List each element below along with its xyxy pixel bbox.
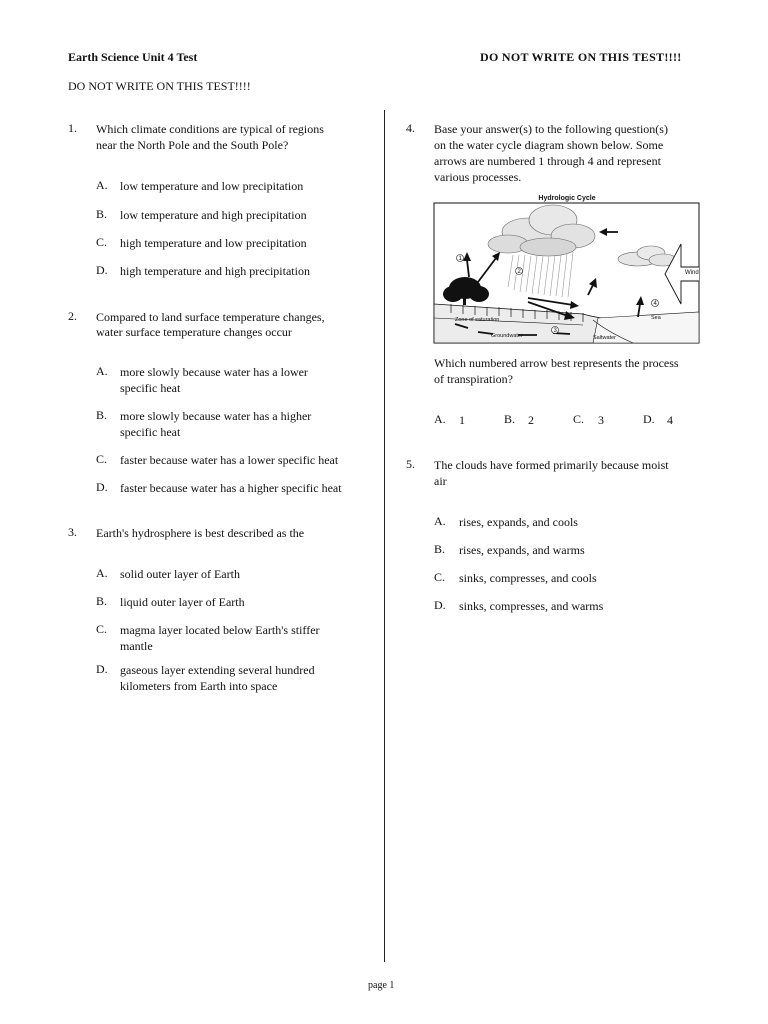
choice-letter: D. (643, 412, 655, 426)
question-text: near the North Pole and the South Pole? (96, 138, 289, 152)
answer-choice: 2 (528, 413, 534, 427)
question-number: 3. (68, 525, 77, 539)
choice-letter: B. (434, 542, 446, 556)
svg-text:4: 4 (653, 301, 657, 307)
answer-choice: sinks, compresses, and cools (459, 571, 597, 585)
choice-letter: D. (96, 662, 108, 676)
zone-of-saturation-label: Zone of saturation (455, 317, 500, 323)
choice-letter: B. (504, 412, 516, 426)
question-text: various processes. (434, 170, 522, 184)
choice-letter: A. (96, 364, 108, 378)
choice-letter: B. (96, 207, 108, 221)
question-number: 2. (68, 309, 77, 323)
choice-letter: C. (434, 570, 446, 584)
choice-letter: D. (434, 598, 446, 612)
question-text: of transpiration? (434, 372, 513, 386)
answer-choice: gaseous layer extending several hundred (120, 663, 315, 677)
column-divider (384, 110, 385, 962)
question-text: Which climate conditions are typical of regions (96, 122, 324, 136)
answer-choice: faster because water has a higher specific heat (120, 481, 342, 495)
answer-choice: magma layer located below Earth's stiffer (120, 623, 320, 637)
question-text: arrows are numbered 1 through 4 and represent (434, 154, 661, 168)
question-text: air (434, 474, 447, 488)
header-warning: DO NOT WRITE ON THIS TEST!!!! (480, 50, 682, 64)
answer-choice: mantle (120, 639, 153, 653)
answer-choice: 4 (667, 413, 673, 427)
svg-text:2: 2 (517, 269, 521, 275)
groundwater-label: Groundwater (491, 333, 523, 339)
answer-choice: sinks, compresses, and warms (459, 599, 604, 613)
answer-choice: liquid outer layer of Earth (120, 595, 245, 609)
choice-letter: C. (96, 452, 108, 466)
choice-letter: C. (96, 235, 108, 249)
top-warning: DO NOT WRITE ON THIS TEST!!!! (68, 79, 251, 93)
wind-label: Wind (685, 270, 699, 276)
choice-letter: A. (434, 514, 446, 528)
choice-letter: B. (96, 594, 108, 608)
question-number: 5. (406, 457, 415, 471)
answer-choice: specific heat (120, 381, 181, 395)
question-text: Which numbered arrow best represents the process (434, 356, 679, 370)
answer-choice: faster because water has a lower specific heat (120, 453, 339, 467)
choice-letter: C. (96, 622, 108, 636)
choice-letter: B. (96, 408, 108, 422)
page-number: page 1 (368, 980, 395, 991)
answer-choice: rises, expands, and warms (459, 543, 585, 557)
diagram-title: Hydrologic Cycle (538, 195, 596, 202)
question-text: Base your answer(s) to the following question(s) (434, 122, 668, 136)
answer-choice: more slowly because water has a higher (120, 409, 312, 423)
sea-label: Sea (651, 315, 661, 321)
choice-letter: D. (96, 480, 108, 494)
question-text: The clouds have formed primarily because moist (434, 458, 669, 472)
question-text: Compared to land surface temperature changes, (96, 310, 325, 324)
question-text: Earth's hydrosphere is best described as the (96, 526, 305, 540)
answer-choice: high temperature and low precipitation (120, 236, 307, 250)
test-title: Earth Science Unit 4 Test (68, 50, 198, 64)
answer-choice: low temperature and low precipitation (120, 179, 304, 193)
answer-choice: more slowly because water has a lower (120, 365, 308, 379)
answer-choice: low temperature and high precipitation (120, 208, 307, 222)
choice-letter: A. (96, 566, 108, 580)
question-number: 1. (68, 121, 77, 135)
answer-choice: high temperature and high precipitation (120, 264, 310, 278)
answer-choice: rises, expands, and cools (459, 515, 578, 529)
svg-text:1: 1 (458, 256, 462, 262)
question-number: 4. (406, 121, 415, 135)
choice-letter: D. (96, 263, 108, 277)
answer-choice: specific heat (120, 425, 181, 439)
question-text: on the water cycle diagram shown below. Some (434, 138, 664, 152)
choice-letter: A. (434, 412, 446, 426)
saltwater-label: Saltwater (593, 335, 616, 341)
choice-letter: A. (96, 178, 108, 192)
hydrologic-cycle-diagram (433, 192, 700, 344)
question-text: water surface temperature changes occur (96, 325, 292, 339)
answer-choice: kilometers from Earth into space (120, 679, 278, 693)
svg-text:3: 3 (553, 328, 557, 334)
answer-choice: solid outer layer of Earth (120, 567, 240, 581)
choice-letter: C. (573, 412, 585, 426)
answer-choice: 1 (459, 413, 465, 427)
answer-choice: 3 (598, 413, 604, 427)
